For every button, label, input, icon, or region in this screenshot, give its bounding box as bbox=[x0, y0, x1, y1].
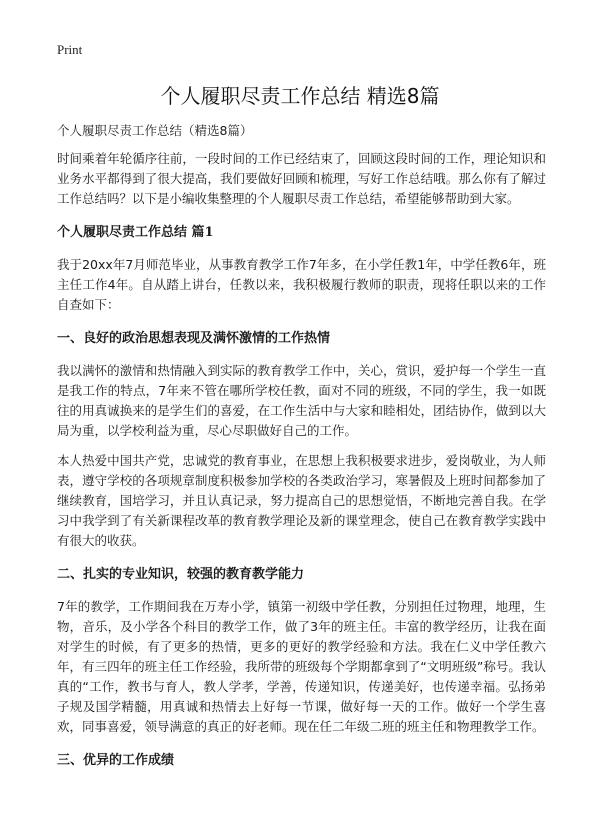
section-heading-2: 二、扎实的专业知识，较强的教育教学能力 bbox=[57, 567, 305, 582]
intro-paragraph: 时间乘着年轮循序往前，一段时间的工作已经结束了，回顾这段时间的工作，理论知识和业务水平都得到了很大提高，我们要做好回顾和梳理，写好工作总结哦。那么你有了解过工作总结吗？以下是小编收集整理的个人履职尽责工作总结，希望能够帮助到大家。 bbox=[57, 151, 546, 206]
page-title: 个人履职尽责工作总结 精选8篇 bbox=[160, 84, 440, 108]
document-subtitle: 个人履职尽责工作总结（精选8篇） bbox=[57, 123, 253, 138]
opening-paragraph: 我于20xx年7月师范毕业，从事教育教学工作7年多，在小学任教1年，中学任教6年，班主任工作4年。自从踏上讲台，任教以来，我积极履行教师的职责，现将任职以来的工作自查如下： bbox=[57, 257, 546, 312]
section-1-paragraph-1: 我以满怀的激情和热情融入到实际的教育教学工作中，关心，赏识，爱护每一个学生一直是我工作的特点，7年来不管在哪所学校任教，面对不同的班级，不同的学生，我一如既往的用真诚换来的是学生们的喜爱，在工作生活中与大家和睦相处，团结协作，做到以大局为重，以学校利益为重，尽心尽职做好自己的工作。 bbox=[57, 363, 546, 438]
article-body bbox=[57, 121, 546, 783]
section-1-paragraph-2: 本人热爱中国共产党，忠诚党的教育事业，在思想上我积极要求进步，爱岗敬业，为人师表，遵守学校的各项规章制度积极参加学校的各类政治学习，寒暑假及上班时间都参加了继续教育，国培学习，并且认真记录，努力提高自己的思想觉悟，不断地完善自我。在学习中我学到了有关新课程改革的教育教学理论及新的课堂理念，使自己在教育教学实践中有很大的收获。 bbox=[57, 453, 546, 548]
section-2-paragraph-1: 7年的教学，工作期间我在万寿小学，镇第一初级中学任教，分别担任过物理，地理，生物，音乐，及小学各个科目的教学工作，做了3年的班主任。丰富的教学经历，让我在面对学生的时候，有了更多的热情，更多的更好的教学经验和方法。我在仁义中学任教六年，有三四年的班主任工作经验，我所带的班级每个学期都拿到了“文明班级”称号。我认真的“工作，教书与育人，教人学孝，学善，传递知识，传递美好，也传递幸福。弘扬弟子规及国学精髓，用真诚和热情去上好每一节课，做好每一天的工作。做好一个学生喜欢，同事喜爱，领导满意的真正的好老师。现在任二年级二班的班主任和物理教学工作。 bbox=[57, 599, 546, 734]
print-link[interactable]: Print bbox=[57, 42, 83, 57]
section-heading-1: 一、良好的政治思想表现及满怀激情的工作热情 bbox=[57, 331, 331, 346]
article-heading: 个人履职尽责工作总结 篇1 bbox=[57, 225, 214, 240]
section-heading-3: 三、优异的工作成绩 bbox=[57, 753, 175, 768]
